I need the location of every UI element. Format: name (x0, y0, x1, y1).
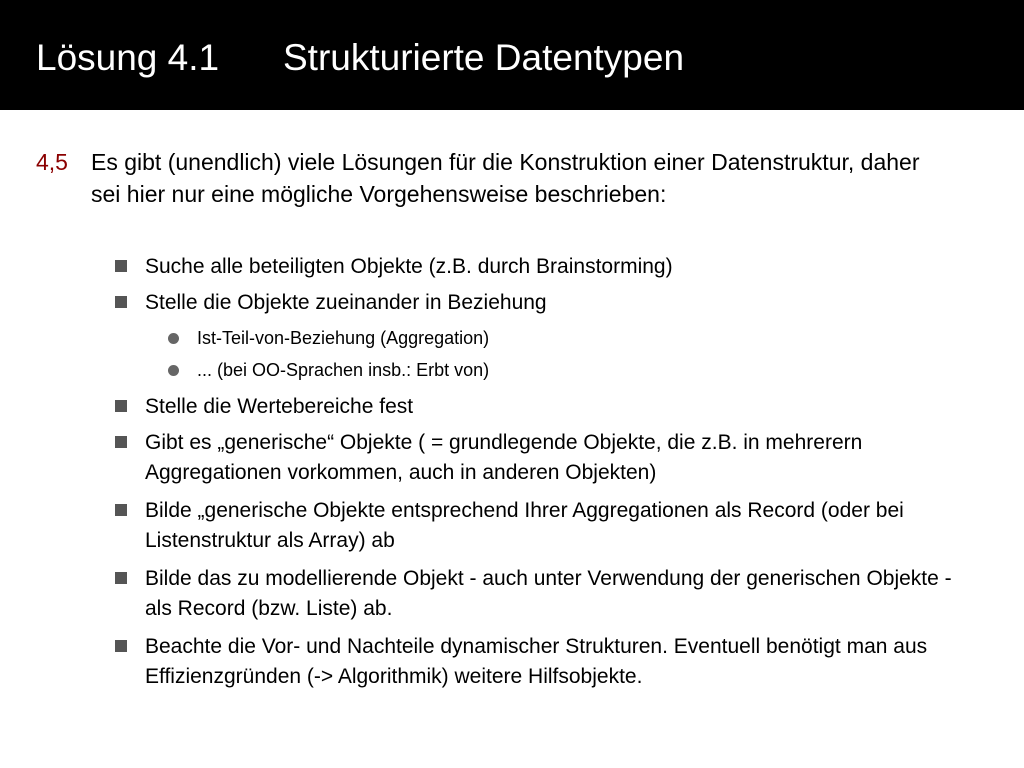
sub-bullet-item: Ist-Teil-von-Beziehung (Aggregation) (197, 328, 490, 348)
bullet-item: Stelle die Objekte zueinander in Beziehung (145, 291, 547, 314)
sub-bullet-item: ... (bei OO-Sprachen insb.: Erbt von) (197, 360, 490, 380)
bullet-item: Stelle die Wertebereiche fest (145, 395, 414, 418)
slide-title: Strukturierte Datentypen (283, 37, 685, 78)
slide-number-title: Lösung 4.1 (36, 37, 220, 78)
round-bullet-icon (168, 333, 179, 344)
square-bullet-icon (115, 260, 127, 272)
bullet-item: Beachte die Vor- und Nachteile dynamischer Strukturen. Eventuell benötigt man aus Effizienzgründen (-> Algorithmik) weitere Hilfsobjekte. (145, 635, 928, 688)
bullet-item: Bilde das zu modellierende Objekt - auch unter Verwendung der generischen Objekte -als Record (bzw. Liste) ab. (145, 567, 952, 620)
square-bullet-icon (115, 640, 127, 652)
square-bullet-icon (115, 436, 127, 448)
section-number: 4,5 (36, 149, 68, 175)
round-bullet-icon (168, 365, 179, 376)
square-bullet-icon (115, 504, 127, 516)
square-bullet-icon (115, 400, 127, 412)
bullet-item: Bilde „generische Objekte entsprechend Ihrer Aggregationen als Record (oder bei Listenstruktur als Array) ab (145, 499, 904, 552)
square-bullet-icon (115, 296, 127, 308)
intro-paragraph: Es gibt (unendlich) viele Lösungen für die Konstruktion einer Datenstruktur, daher sei hier nur eine mögliche Vorgehensweise beschrieben: (91, 149, 920, 207)
bullet-item: Suche alle beteiligten Objekte (z.B. durch Brainstorming) (145, 255, 673, 278)
bullet-item: Gibt es „generische“ Objekte ( = grundlegende Objekte, die z.B. in mehrerern Aggregationen vorkommen, auch in anderen Objekten) (145, 431, 863, 484)
square-bullet-icon (115, 572, 127, 584)
